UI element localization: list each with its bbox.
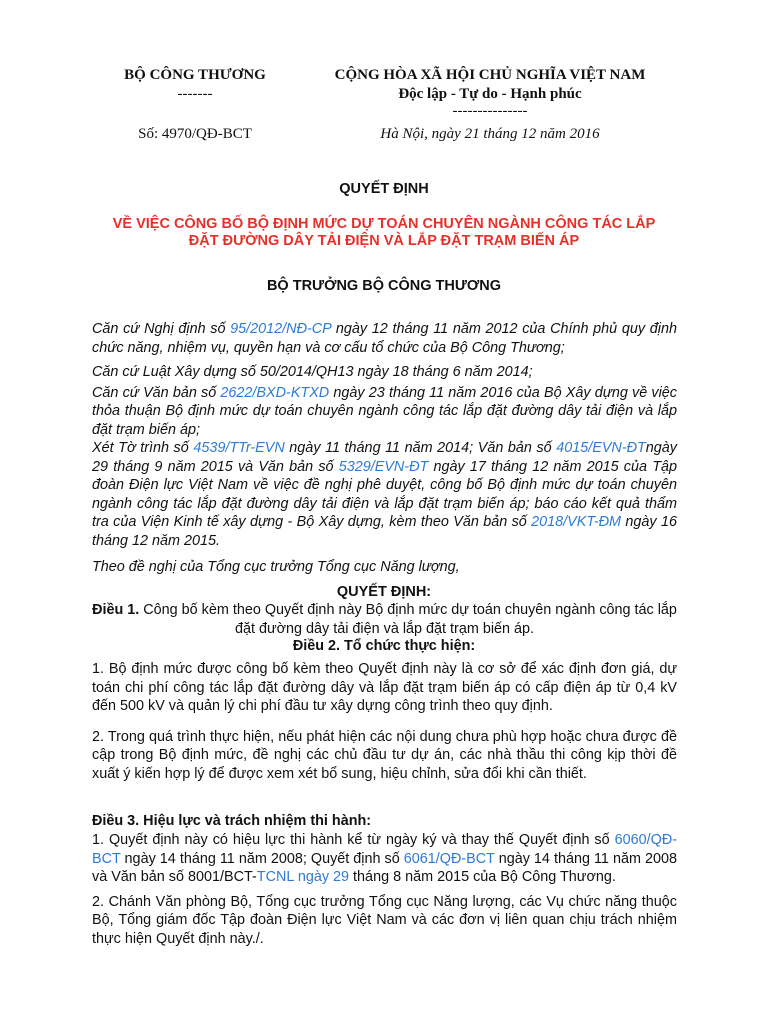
article-1-label: Điều 1. — [92, 602, 140, 618]
evn-letter-link-2[interactable]: 5329/EVN-ĐT — [338, 458, 429, 475]
national-motto: Độc lập - Tự do - Hạnh phúc — [398, 86, 582, 102]
article-2-item-1: 1. Bộ định mức được công bố kèm theo Quyết định này là cơ sở để xác định đơn giá, dự toán chi phí công tác lắp đặt đường dây và lắp đặt trạm biến áp có cấp điện áp từ 0,4 kV đến 500 kV và quản lý chi phí đầu tư xây dựng công trình theo quy định. — [92, 661, 677, 714]
preamble-evn-submission: Xét Tờ trình số 4539/TTr-EVN ngày 11 tháng 11 năm 2014; Văn bản số 4015/EVN-ĐTngày 29 tháng 9 năm 2015 và Văn bản số 5329/EVN-ĐT ngày 17 tháng 12 năm 2015 của Tập đoàn Điện lực Việt Nam về việc đề nghị phê duyệt, công bố Bộ định mức dự toán chuyên ngành công tác lắp đặt đường dây tải điện và lắp đặt trạm biến áp; báo cáo kết quả thẩm tra của Viện Kinh tế xây dựng - Bộ Xây dựng, kèm theo Văn bản số 2018/VKT-ĐM ngày 16 tháng 12 năm 2015. — [92, 440, 678, 549]
article-2-item-2: 2. Trong quá trình thực hiện, nếu phát hiện các nội dung chưa phù hợp hoặc chưa được đề cập trong Bộ định mức, đề nghị các chủ đầu tư dự án, các nhà thầu thi công kịp thời đề xuất ý kiến hợp lý để được xem xét bổ sung, hiệu chỉnh, sửa đổi khi cần thiết. — [92, 728, 677, 782]
decision-6061-link[interactable]: 6061/QĐ-BCT — [403, 850, 495, 867]
subject-line-2: ĐẶT ĐƯỜNG DÂY TẢI ĐIỆN VÀ LẮP ĐẶT TRẠM BIẾN ÁP — [188, 233, 580, 249]
ministry-name: BỘ CÔNG THƯƠNG — [124, 67, 266, 83]
decision-6060-link[interactable]: 6060/QĐ-BCT — [92, 832, 677, 867]
article-1 — [92, 601, 677, 638]
document-number: Số: 4970/QĐ-BCT — [138, 126, 252, 142]
ministry-divider: ------- — [177, 86, 213, 102]
bxd-letter-link[interactable]: 2622/BXD-KTXD — [220, 384, 330, 401]
place-and-date: Hà Nội, ngày 21 tháng 12 năm 2016 — [380, 126, 600, 142]
article-3-item-1: 1. Quyết định này có hiệu lực thi hành kể từ ngày ký và thay thế Quyết định số 6060/QĐ-BCT ngày 14 tháng 11 năm 2008; Quyết định số 6061/QĐ-BCT ngày 14 tháng 11 năm 2008 và Văn bản số 8001/BCT-TCNL ngày 29 tháng 8 năm 2015 của Bộ Công Thương. — [92, 832, 677, 885]
decree-link[interactable]: 95/2012/NĐ-CP — [230, 321, 332, 337]
preamble-ministry-letter: Căn cứ Văn bản số 2622/BXD-KTXD ngày 23 tháng 11 năm 2016 của Bộ Xây dựng về việc thỏa thuận Bộ định mức dự toán chuyên ngành công tác lắp đặt đường dây tải điện và lắp đặt trạm biến áp; — [92, 384, 678, 438]
subject-line-1: VỀ VIỆC CÔNG BỐ BỘ ĐỊNH MỨC DỰ TOÁN CHUYÊN NGÀNH CÔNG TÁC LẮP — [112, 216, 656, 232]
evn-letter-link-1[interactable]: 4015/EVN-ĐT — [556, 440, 646, 456]
article-1-text: Công bố kèm theo Quyết định này Bộ định mức dự toán chuyên ngành công tác lắp đặt đường dây tải điện và lắp đặt trạm biến áp. — [139, 602, 677, 637]
preamble-construction-law: Căn cứ Luật Xây dựng số 50/2014/QH13 ngày 18 tháng 6 năm 2014; — [92, 364, 533, 380]
decision-heading: QUYẾT ĐỊNH: — [336, 584, 432, 600]
preamble-decree: Căn cứ Nghị định số 95/2012/NĐ-CP ngày 12 tháng 11 năm 2012 của Chính phủ quy định chức năng, nhiệm vụ, quyền hạn và cơ cấu tổ chức của Bộ Công Thương; — [92, 321, 677, 356]
evn-submission-link[interactable]: 4539/TTr-EVN — [193, 440, 285, 456]
document-title: QUYẾT ĐỊNH — [339, 181, 429, 197]
article-3-item-2: 2. Chánh Văn phòng Bộ, Tổng cục trưởng Tổng cục Năng lượng, các Vụ chức năng thuộc Bộ, Tổng giám đốc Tập đoàn Điện lực Việt Nam và các đơn vị liên quan chịu trách nhiệm thực hiện Quyết định này./. — [92, 893, 677, 947]
article-2-body — [92, 660, 677, 783]
preamble — [92, 320, 677, 577]
issuing-authority: BỘ TRƯỞNG BỘ CÔNG THƯƠNG — [266, 278, 502, 294]
preamble-proposal: Theo đề nghị của Tổng cục trưởng Tổng cục Năng lượng, — [92, 559, 460, 575]
article-3-body — [92, 831, 677, 948]
country-name: CỘNG HÒA XÃ HỘI CHỦ NGHĨA VIỆT NAM — [334, 67, 646, 83]
tcnl-letter-link[interactable]: TCNL ngày 29 — [256, 869, 350, 885]
vkt-letter-link[interactable]: 2018/VKT-ĐM — [531, 514, 622, 530]
article-3-heading: Điều 3. Hiệu lực và trách nhiệm thi hành: — [92, 813, 372, 829]
motto-divider: --------------- — [452, 103, 528, 119]
article-2-heading: Điều 2. Tổ chức thực hiện: — [292, 638, 476, 654]
